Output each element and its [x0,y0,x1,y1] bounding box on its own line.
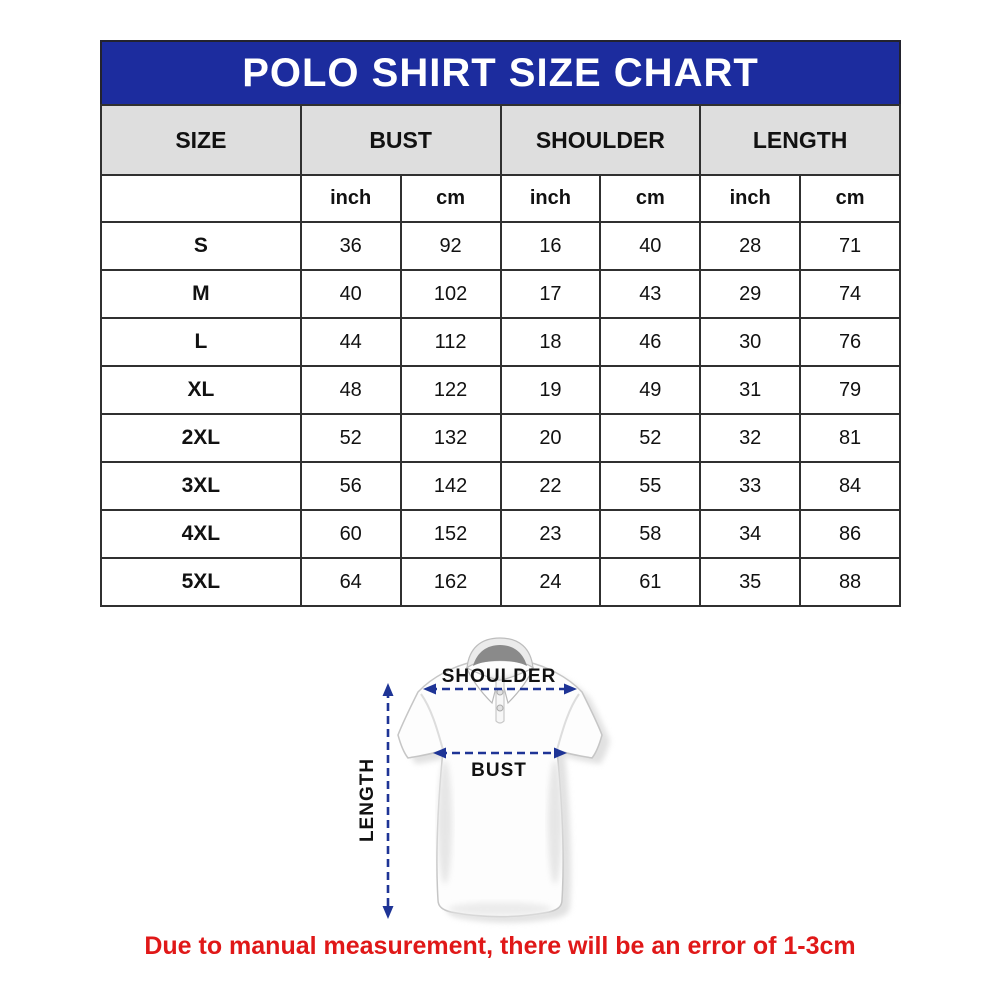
table-row-5xl [101,558,900,606]
size-label: 5XL [101,558,301,606]
table-row-l [101,318,900,366]
size-label: M [101,270,301,318]
value-cell: 112 [401,318,501,366]
column-header-bust: BUST [301,105,501,175]
length-arrow [383,683,394,919]
value-cell: 84 [800,462,900,510]
column-header-row [101,105,900,175]
shoulder-arrow-label: SHOULDER [441,666,557,687]
unit-cell: inch [501,175,601,222]
value-cell: 61 [600,558,700,606]
left-fold-shade [438,760,452,884]
unit-cell: inch [301,175,401,222]
value-cell: 71 [800,222,900,270]
value-cell: 64 [301,558,401,606]
value-cell: 55 [600,462,700,510]
value-cell: 58 [600,510,700,558]
value-cell: 19 [501,366,601,414]
column-header-shoulder: SHOULDER [501,105,701,175]
value-cell: 122 [401,366,501,414]
value-cell: 48 [301,366,401,414]
value-cell: 34 [700,510,800,558]
polo-shirt-measurement-diagram [315,622,685,952]
hem-shade [448,902,552,916]
measurement-disclaimer: Due to manual measurement, there will be an error of 1-3cm [144,932,856,960]
value-cell: 18 [501,318,601,366]
table-row-s [101,222,900,270]
right-fold-shade [548,760,562,884]
value-cell: 20 [501,414,601,462]
size-label: XL [101,366,301,414]
table-row-m [101,270,900,318]
value-cell: 76 [800,318,900,366]
size-table [100,104,901,607]
value-cell: 36 [301,222,401,270]
value-cell: 142 [401,462,501,510]
table-row-3xl [101,462,900,510]
size-label: L [101,318,301,366]
value-cell: 44 [301,318,401,366]
size-label: S [101,222,301,270]
value-cell: 23 [501,510,601,558]
unit-cell: cm [600,175,700,222]
value-cell: 152 [401,510,501,558]
value-cell: 46 [600,318,700,366]
page-title: POLO SHIRT SIZE CHART [100,40,901,106]
length-arrow-label: LENGTH [357,757,378,843]
button-bottom [497,705,503,711]
column-header-size: SIZE [101,105,301,175]
value-cell: 43 [600,270,700,318]
value-cell: 30 [700,318,800,366]
value-cell: 28 [700,222,800,270]
value-cell: 81 [800,414,900,462]
table-row-xl [101,366,900,414]
size-label: 4XL [101,510,301,558]
unit-cell: inch [700,175,800,222]
unit-cell: cm [800,175,900,222]
value-cell: 29 [700,270,800,318]
value-cell: 86 [800,510,900,558]
value-cell: 40 [301,270,401,318]
table-row-2xl [101,414,900,462]
unit-header-row [101,175,900,222]
value-cell: 35 [700,558,800,606]
value-cell: 162 [401,558,501,606]
value-cell: 60 [301,510,401,558]
value-cell: 16 [501,222,601,270]
value-cell: 52 [301,414,401,462]
size-label: 3XL [101,462,301,510]
value-cell: 22 [501,462,601,510]
value-cell: 33 [700,462,800,510]
unit-cell: cm [401,175,501,222]
value-cell: 32 [700,414,800,462]
size-label: 2XL [101,414,301,462]
value-cell: 31 [700,366,800,414]
bust-arrow-label: BUST [471,760,527,781]
column-header-length: LENGTH [700,105,900,175]
unit-cell-empty [101,175,301,222]
value-cell: 49 [600,366,700,414]
value-cell: 40 [600,222,700,270]
value-cell: 79 [800,366,900,414]
table-row-4xl [101,510,900,558]
value-cell: 74 [800,270,900,318]
value-cell: 88 [800,558,900,606]
value-cell: 24 [501,558,601,606]
size-chart-table [100,40,901,607]
value-cell: 132 [401,414,501,462]
value-cell: 92 [401,222,501,270]
value-cell: 56 [301,462,401,510]
value-cell: 17 [501,270,601,318]
value-cell: 52 [600,414,700,462]
value-cell: 102 [401,270,501,318]
